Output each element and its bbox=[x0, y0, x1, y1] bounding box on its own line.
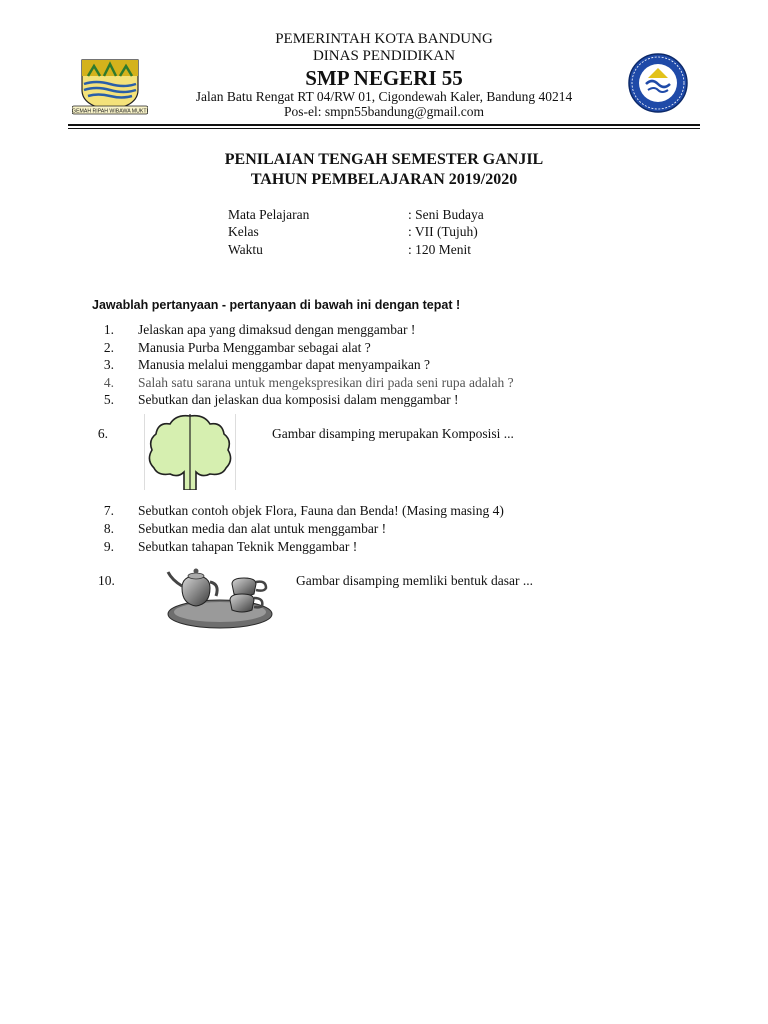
question-text: Gambar disamping memliki bentuk dasar ... bbox=[296, 573, 533, 588]
question-text: Manusia Purba Menggambar sebagai alat ? bbox=[138, 340, 371, 355]
question-number: 10. bbox=[98, 573, 115, 588]
info-time-label: Waktu bbox=[228, 242, 263, 257]
info-class-label: Kelas bbox=[228, 224, 259, 239]
header-government-line: PEMERINTAH KOTA BANDUNG bbox=[275, 31, 493, 47]
question-text: Sebutkan media dan alat untuk menggambar ! bbox=[138, 521, 387, 536]
header-divider-thick bbox=[68, 124, 700, 126]
question-number: 9. bbox=[103, 539, 114, 554]
question-text: Sebutkan dan jelaskan dua komposisi dalam menggambar ! bbox=[138, 392, 459, 407]
question-text: Gambar disamping merupakan Komposisi ... bbox=[272, 426, 514, 441]
question-text: Jelaskan apa yang dimaksud dengan menggambar ! bbox=[138, 322, 416, 337]
info-time-value: : 120 Menit bbox=[408, 242, 471, 257]
question-text: Manusia melalui menggambar dapat menyampaikan ? bbox=[138, 357, 431, 372]
exam-subtitle: TAHUN PEMBELAJARAN 2019/2020 bbox=[250, 171, 518, 188]
question-number: 4. bbox=[103, 375, 114, 390]
exam-title: PENILAIAN TENGAH SEMESTER GANJIL bbox=[224, 151, 544, 168]
info-class-value: : VII (Tujuh) bbox=[408, 224, 478, 239]
question-number: 2. bbox=[103, 340, 114, 355]
header-divider-thin bbox=[68, 128, 700, 129]
question-text: Sebutkan contoh objek Flora, Fauna dan Benda! (Masing masing 4) bbox=[138, 503, 504, 518]
question-number: 5. bbox=[103, 392, 114, 407]
school-name: SMP NEGERI 55 bbox=[305, 66, 463, 90]
question-text: Salah satu sarana untuk mengekspresikan diri pada seni rupa adalah ? bbox=[138, 375, 514, 390]
header-department-line: DINAS PENDIDIKAN bbox=[312, 48, 456, 64]
question-number: 3. bbox=[103, 357, 114, 372]
question-number: 6. bbox=[97, 426, 108, 441]
school-address: Jalan Batu Rengat RT 04/RW 01, Cigondewah Kaler, Bandung 40214 bbox=[195, 89, 573, 104]
symmetric-tree-icon bbox=[144, 414, 236, 490]
question-number: 7. bbox=[103, 503, 114, 518]
question-number: 8. bbox=[103, 521, 114, 536]
info-subject-label: Mata Pelajaran bbox=[228, 207, 310, 222]
instruction-text: Jawablah pertanyaan - pertanyaan di bawah ini dengan tepat ! bbox=[92, 298, 461, 312]
info-subject-value: : Seni Budaya bbox=[408, 207, 484, 222]
question-text: Sebutkan tahapan Teknik Menggambar ! bbox=[138, 539, 358, 554]
school-email: Pos-el: smpn55bandung@gmail.com bbox=[284, 104, 484, 119]
crest-ribbon-text: GEMAH RIPAH WIBAWA MUKTI bbox=[72, 108, 148, 115]
teapot-set-icon bbox=[164, 562, 274, 630]
question-number: 1. bbox=[103, 322, 114, 337]
